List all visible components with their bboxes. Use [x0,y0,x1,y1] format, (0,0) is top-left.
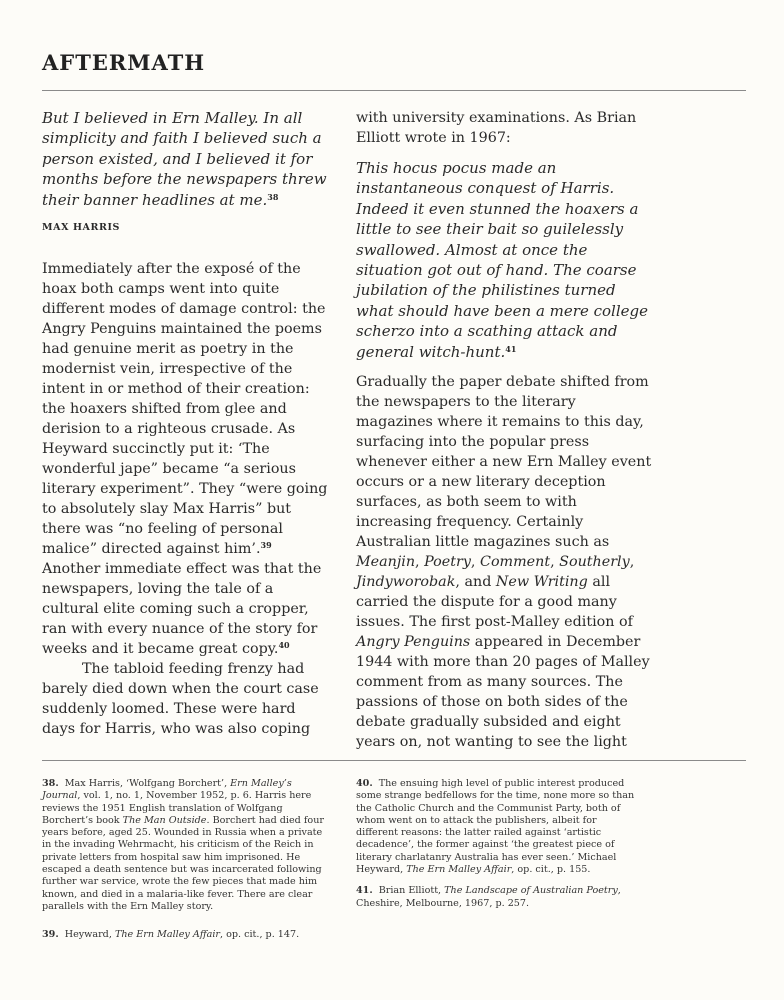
footnote-number: 40. [356,778,373,789]
separator: , [550,554,560,571]
left-paragraph-2: The tabloid feeding frenzy had barely died down when the court case suddenly loomed. These were hard days for Harris, who was also coping [42,661,319,738]
left-column [42,108,332,739]
right-column [356,108,652,752]
footnote-text: , op. cit., p. 155. [511,864,591,876]
footnote-title: Ern Malley’s Journal [42,778,292,802]
footnote-text: , op. cit., p. 147. [220,929,300,941]
footnotes-divider [42,760,746,761]
footnote-number: 38. [42,778,59,789]
section-heading: AFTERMATH [42,50,206,75]
footnote-text: Max Harris, ‘Wolfgang Borchert’, [64,778,231,789]
right-paragraph-2-text-a: Gradually the paper debate shifted from the newspapers to the literary magazines where it remains to this day, surfacing into the popular press whenever either a new Ern Malley event occurs or a new literary deception surfaces, as both seem to with increasing frequency. Certainly Australian little magazines such as [356,374,652,551]
footnote-ref-38[interactable]: 38 [267,191,279,202]
footnotes-right [356,778,638,919]
epigraph-attribution: MAX HARRIS [42,222,121,234]
footnote-title: The Ern Malley Affair [114,929,220,941]
footnotes-left [42,778,332,951]
separator: , [629,554,635,571]
right-paragraph-2-text-c: appeared in December 1944 with more than 20 pages of Malley comment from as many sources. The passions of those on both sides of the debate gradually subsided and eight years on, not wanting to see the light [356,634,650,751]
left-paragraph-1 [42,259,332,659]
magazine-title: Jindyworobak [356,574,456,591]
footnote-ref-41[interactable]: 41 [505,343,517,354]
left-paragraph-1-text-a: Immediately after the exposé of the hoax both camps went into quite different modes of damage control: the Angry Penguins maintained the poems had genuine merit as poetry in the modernist vein, irrespective of the intent in or method of their creation: the hoaxers shifted from glee and derision to a righteous crusade. As Heyward succinctly put it: ‘The wonderful jape” became “a serious literary experiment”. They “were going to absolutely slay Max Harris” but there was “no feeling of personal malice” directed against him’. [42,261,328,558]
elliott-quote-text: This hocus pocus made an instantaneous conquest of Harris. Indeed it even stunned the hoaxers a little to see their bait so guilelessly swallowed. Almost at once the situation got out of hand. The coarse jubilation of the philistines turned what should have been a mere college scherzo into a scathing attack and general witch-hunt. [356,159,648,361]
right-paragraph-2 [356,372,652,752]
separator: , [470,554,480,571]
footnote-38 [42,778,332,913]
footnote-ref-40[interactable]: 40 [278,640,290,651]
footnote-number: 39. [42,929,59,941]
separator: , and [455,574,496,591]
footnote-text: Brian Elliott, [378,885,445,897]
epigraph-quote [42,108,332,210]
elliott-block-quote [356,158,652,362]
footnote-text: Heyward, [64,929,115,941]
footnote-title: The Ern Malley Affair [406,864,512,876]
right-paragraph-2-text-b: all carried the dispute for a good many issues. The first post-Malley edition of [356,574,633,631]
footnote-39 [42,929,332,941]
footnote-41 [356,885,638,910]
magazine-title: Angry Penguins [356,634,471,651]
magazine-title: Meanjin [356,554,416,571]
footnote-title: The Landscape of Australian Poetry [444,885,618,897]
footnote-text: , vol. 1, no. 1, November 1952, p. 6. Harris here reviews the 1951 English translation of Wolfgang Borchert’s book [42,790,312,826]
magazine-title: New Writing [495,574,588,591]
left-paragraph-1-text-b: Another immediate effect was that the newspapers, loving the tale of a cultural elite coming such a cropper, ran with every nuance of the story for weeks and it became great copy. [42,561,322,658]
footnote-text: . Borchert had died four years before, aged 25. Wounded in Russia when a private in the invading Wehrmacht, his criticism of the Reich in private letters from hospital saw him imprisoned. He escaped a death sentence but was incarcerated following further war service, wrote the few pieces that made him known, and died in a malaria-like fever. There are clear parallels with the Ern Malley story. [42,814,324,912]
magazine-title: Poetry [424,554,471,571]
right-paragraph-1: with university examinations. As Brian Elliott wrote in 1967: [356,110,637,146]
separator: , [415,554,425,571]
footnote-text: , Cheshire, Melbourne, 1967, p. 257. [356,885,621,909]
footnote-title: The Man Outside [122,814,207,826]
header-divider [42,90,746,91]
epigraph-text: But I believed in Ern Malley. In all simplicity and faith I believed such a person existed, and I believed it for months before the newspapers threw their banner headlines at me. [42,109,327,209]
magazine-title: Comment [480,554,551,571]
footnote-number: 41. [356,885,373,897]
footnote-ref-39[interactable]: 39 [260,540,272,551]
magazine-title: Southerly [559,554,630,571]
footnote-40 [356,778,638,876]
footnote-text: The ensuing high level of public interest produced some strange bedfellows for the time, none more so than the Catholic Church and the Communist Party, both of whom went on to attack the publishers, albeit for different reasons: the latter railed against ‘artistic decadence’, the former against ‘the greatest piece of literary charlatanry Australia has ever seen.’ Michael Heyward, [356,778,635,876]
